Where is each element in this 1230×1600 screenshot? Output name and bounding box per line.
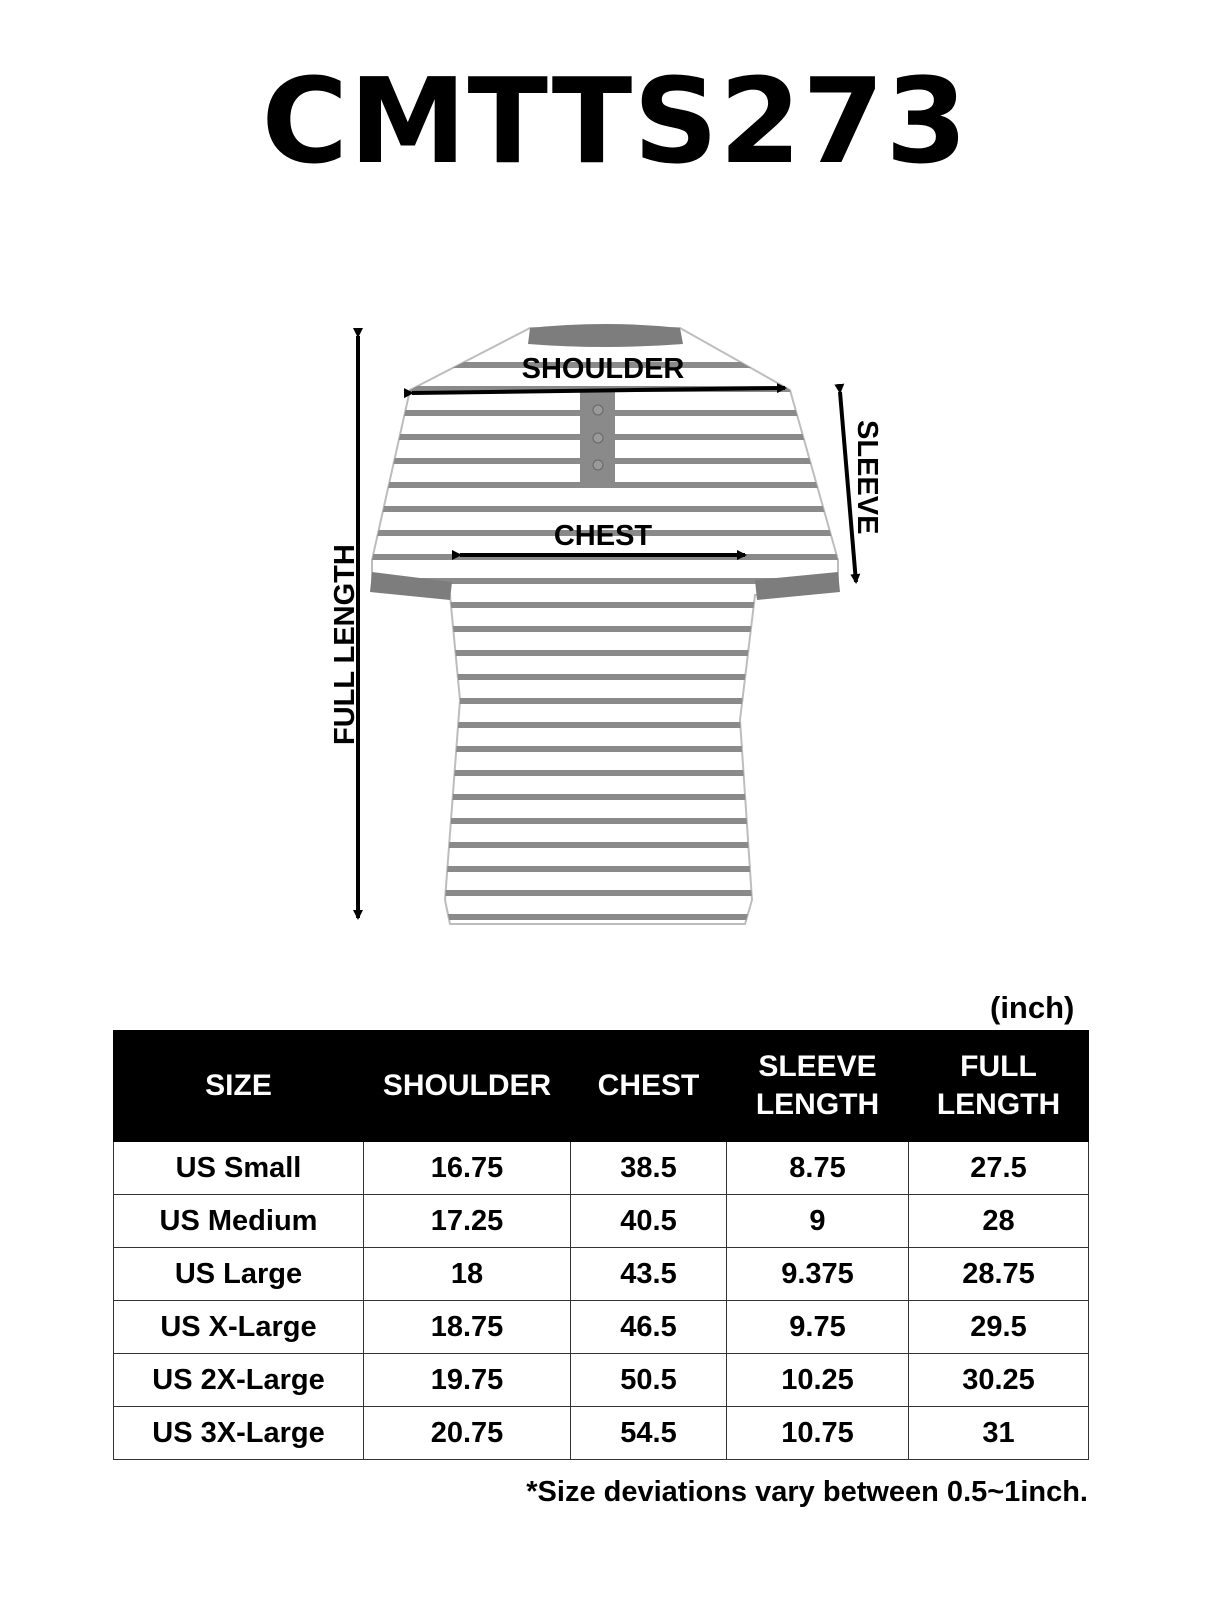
cell-size: US Medium [114, 1195, 364, 1248]
table-row [114, 1354, 1089, 1407]
cell-size: US 3X-Large [114, 1407, 364, 1460]
shirt-stripe [360, 866, 850, 872]
cell-full-length: 28 [909, 1195, 1089, 1248]
header-chest: CHEST [571, 1031, 727, 1142]
table-row [114, 1301, 1089, 1354]
shirt-illustration [0, 300, 1230, 960]
cell-chest: 38.5 [571, 1142, 727, 1195]
sleeve-label: SLEEVE [851, 420, 883, 535]
shirt-stripe [360, 842, 850, 848]
shirt-collar [528, 324, 683, 347]
shirt-stripe [360, 482, 850, 488]
cell-shoulder: 16.75 [364, 1142, 571, 1195]
cell-shoulder: 20.75 [364, 1407, 571, 1460]
header-full-length: FULL LENGTH [909, 1031, 1089, 1142]
cell-shoulder: 18 [364, 1248, 571, 1301]
header-sleeve-length: SLEEVE LENGTH [727, 1031, 909, 1142]
cell-size: US 2X-Large [114, 1354, 364, 1407]
cell-size: US X-Large [114, 1301, 364, 1354]
cell-chest: 43.5 [571, 1248, 727, 1301]
table-row [114, 1248, 1089, 1301]
unit-label: (inch) [990, 990, 1075, 1025]
shirt-stripe [360, 890, 850, 896]
shirt-stripe [360, 626, 850, 632]
cell-chest: 54.5 [571, 1407, 727, 1460]
cell-full-length: 28.75 [909, 1248, 1089, 1301]
cell-sleeve-length: 9.375 [727, 1248, 909, 1301]
shirt-stripe [360, 506, 850, 512]
cell-sleeve-length: 10.75 [727, 1407, 909, 1460]
shirt-stripe [360, 794, 850, 800]
shirt-stripe [360, 698, 850, 704]
button-3 [593, 460, 603, 470]
table-row [114, 1407, 1089, 1460]
shirt-stripe [360, 818, 850, 824]
cell-full-length: 29.5 [909, 1301, 1089, 1354]
cell-size: US Small [114, 1142, 364, 1195]
shirt-stripe [360, 674, 850, 680]
cell-sleeve-length: 9 [727, 1195, 909, 1248]
chest-label: CHEST [553, 520, 653, 552]
cell-chest: 46.5 [571, 1301, 727, 1354]
cell-full-length: 31 [909, 1407, 1089, 1460]
product-code-title: CMTTS273 [261, 52, 969, 190]
shirt-stripe [360, 914, 850, 920]
cell-full-length: 30.25 [909, 1354, 1089, 1407]
shoulder-label: SHOULDER [521, 353, 685, 385]
cell-shoulder: 19.75 [364, 1354, 571, 1407]
header-shoulder: SHOULDER [364, 1031, 571, 1142]
cell-chest: 50.5 [571, 1354, 727, 1407]
cell-sleeve-length: 10.25 [727, 1354, 909, 1407]
size-chart-table [113, 1030, 1089, 1460]
size-deviation-note: *Size deviations vary between 0.5~1inch. [526, 1476, 1088, 1508]
cell-shoulder: 17.25 [364, 1195, 571, 1248]
shirt-stripe [360, 602, 850, 608]
table-row [114, 1195, 1089, 1248]
table-row [114, 1142, 1089, 1195]
shirt-stripe [360, 746, 850, 752]
button-1 [593, 405, 603, 415]
cell-sleeve-length: 9.75 [727, 1301, 909, 1354]
shirt-stripe [360, 722, 850, 728]
table-header-row [114, 1031, 1089, 1142]
button-2 [593, 433, 603, 443]
cell-chest: 40.5 [571, 1195, 727, 1248]
shirt-stripe [360, 770, 850, 776]
measurement-diagram [0, 300, 1230, 960]
full-length-label: FULL LENGTH [329, 544, 361, 745]
cell-size: US Large [114, 1248, 364, 1301]
header-size: SIZE [114, 1031, 364, 1142]
cell-shoulder: 18.75 [364, 1301, 571, 1354]
cell-sleeve-length: 8.75 [727, 1142, 909, 1195]
shirt-stripe [360, 650, 850, 656]
cell-full-length: 27.5 [909, 1142, 1089, 1195]
